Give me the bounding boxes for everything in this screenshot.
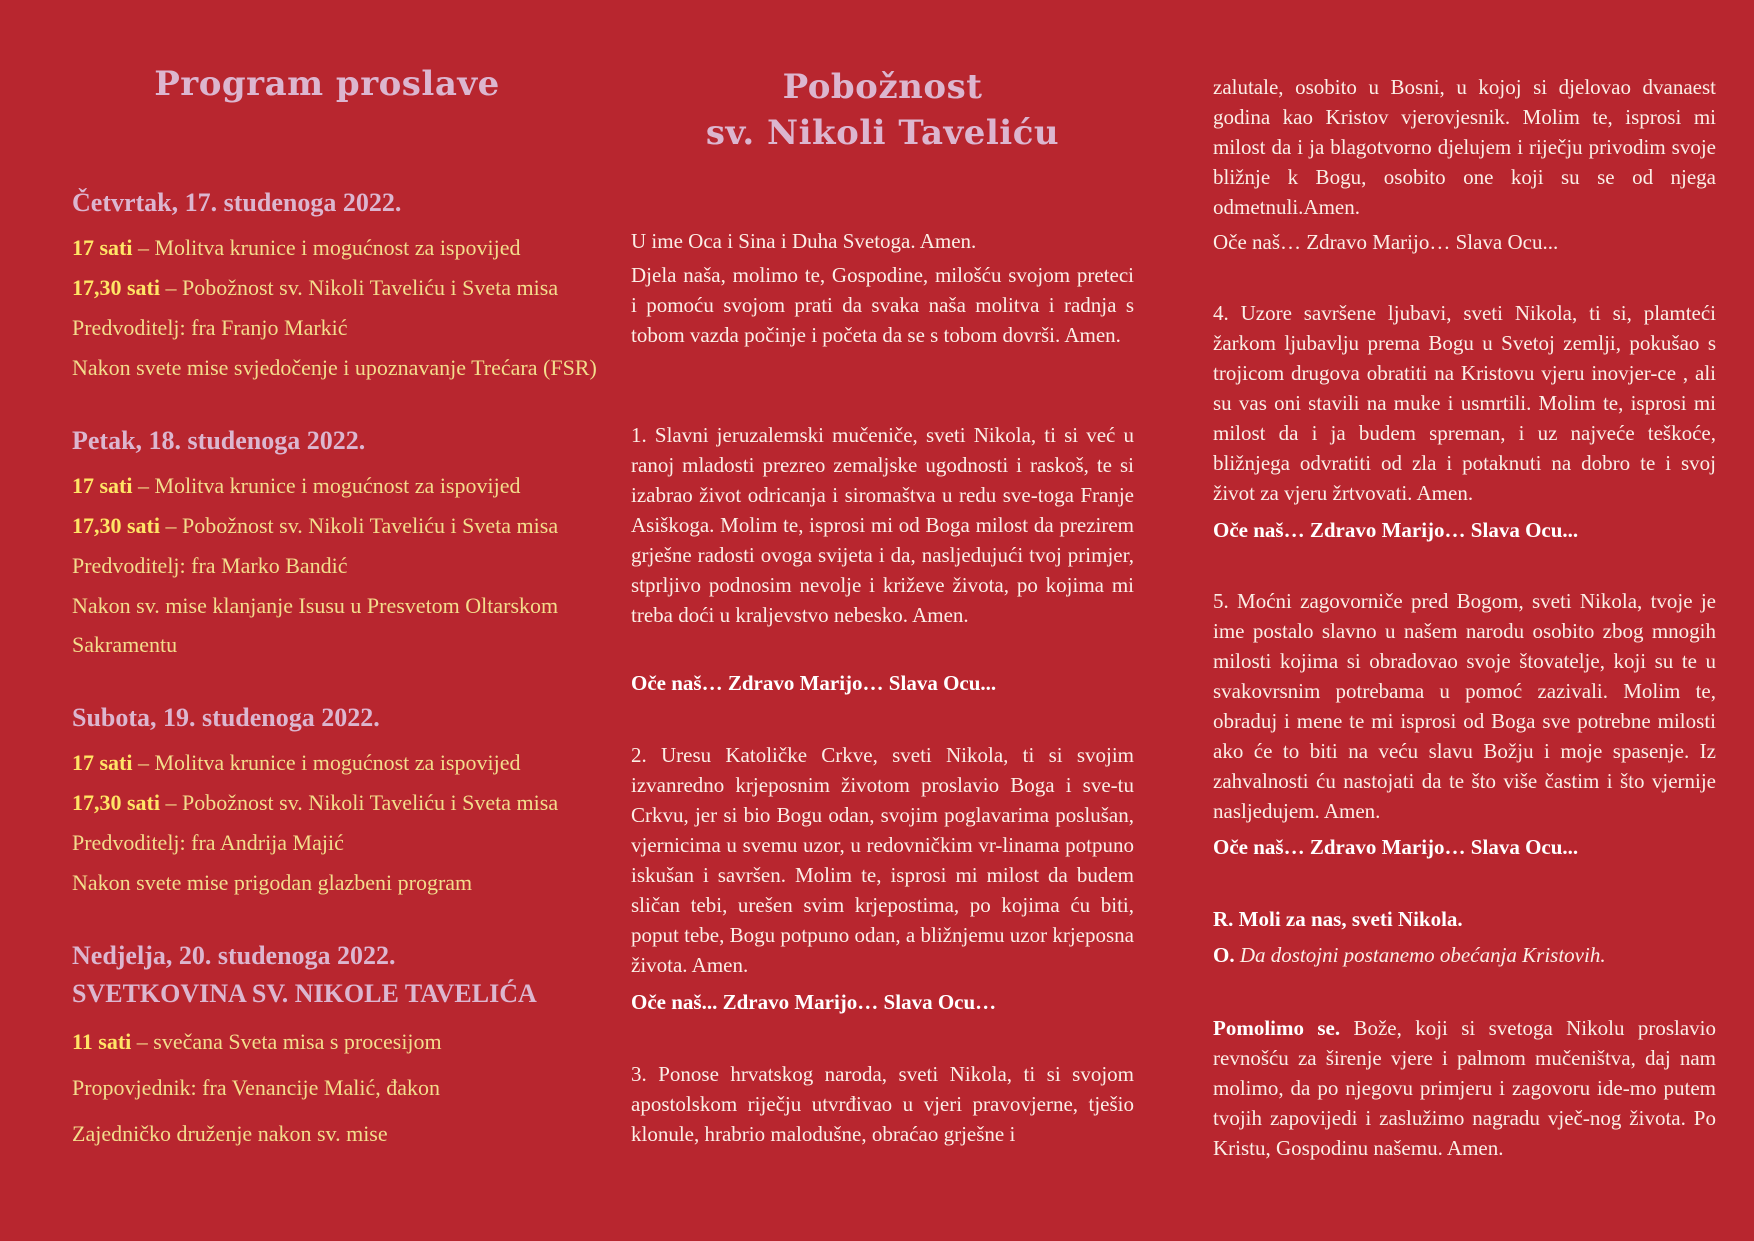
- day-title: Petak, 18. studenoga 2022.: [72, 426, 366, 455]
- schedule-line: 17 sati – Molitva krunice i mogućnost za ispovijed: [72, 473, 521, 498]
- day-thursday: [72, 186, 597, 388]
- day-friday: [72, 424, 592, 664]
- paragraph-2: 2. Uresu Katoličke Crkve, sveti Nikola, ti si svojim izvanredno krjeposnim životom proslavio Boga i sve-tu Crkvu, jer si bio Bogu odan, svojim poglavarima poslušan, vjernicima u svemu uzor, u redovničkim vr-linama potpuno iskušan i savršen. Molim te, isprosi mi milost da budem sličan tebi, urešen svim krjepostima, po kojima ću biti, poput tebe, Bogu potpuno odan, a bližnjemu uzor krjeposna života. Amen.: [631, 743, 1134, 977]
- prayer-refrain: Oče naš... Zdravo Marijo… Slava Ocu…: [631, 990, 997, 1014]
- devotion-title: Pobožnost sv. Nikoli Taveliću: [705, 67, 1060, 153]
- schedule-line: 17 sati – Molitva krunice i mogućnost za ispovijed: [72, 750, 521, 775]
- schedule-line: Predvoditelj: fra Franjo Markić: [72, 315, 348, 340]
- paragraph-5: 5. Moćni zagovorniče pred Bogom, sveti Nikola, tvoje je ime postalo slavno u našem narodu osobito zbog mnogih milosti kojima si obradovao svoje štovatelje, koji su te u svakovrsnim potrebama u pomoć zazivali. Molim te, obraduj i mene te mi isprosi od Boga sve potrebne milosti ako će to biti na veću slavu Božju i moje spasenje. Iz zahvalnosti ću nastojati da te što više častim i što vjernije nasljedujem. Amen.: [1213, 589, 1716, 823]
- prayer-refrain: Oče naš… Zdravo Marijo… Slava Ocu...: [1213, 835, 1579, 859]
- day-subtitle: SVETKOVINA SV. NIKOLE TAVELIĆA: [72, 979, 537, 1008]
- day-sunday: [72, 939, 592, 1157]
- prayer-refrain: Oče naš… Zdravo Marijo… Slava Ocu...: [1213, 230, 1559, 254]
- intro-prayer: Djela naša, molimo te, Gospodine, milošću svojom preteci i pomoću svojom prati da svaka naša molitva i radnja s tobom vazda počinje i početa da se s tobom dovrši. Amen.: [631, 263, 1134, 347]
- schedule-line: 17,30 sati – Pobožnost sv. Nikoli Taveliću i Sveta misa: [72, 275, 559, 300]
- day-title: Nedjelja, 20. studenoga 2022.: [72, 941, 396, 970]
- day-saturday: [72, 701, 592, 903]
- intro-sign-of-cross: U ime Oca i Sina i Duha Svetoga. Amen.: [631, 229, 977, 253]
- schedule-line: 17,30 sati – Pobožnost sv. Nikoli Taveliću i Sveta misa: [72, 790, 559, 815]
- schedule-line: Zajedničko druženje nakon sv. mise: [72, 1121, 388, 1146]
- schedule-line: Nakon svete mise svjedočenje i upoznavanje Trećara (FSR): [72, 355, 597, 380]
- program-title: Program proslave: [154, 64, 500, 104]
- paragraph-3-continued: zalutale, osobito u Bosni, u kojoj si djelovao dvanaest godina kao Kristov vjerovjesnik. Molim te, isprosi mi milost da i ja blagotvorno djelujem i riječju privodim svoje bližnje k Bogu, osobito one koji su se od njega odmetnuli.Amen.: [1213, 75, 1716, 219]
- schedule-line: Nakon sv. mise klanjanje Isusu u Presvetom Oltarskom Sakramentu: [72, 593, 559, 657]
- paragraph-4: 4. Uzore savršene ljubavi, sveti Nikola, ti si, plamteći žarkom ljubavlju prema Bogu u Svetoj zemlji, pokušao s trojicom drugova obratiti na Kristovu vjeru inovjer-ce , ali su vas oni stavili na muke i usmrtili. Molim te, isprosi mi milost da i ja budem spreman, i uz najveće teškoće, bližnjega odvratiti od zla i potaknuti na dobro te i svoj život za vjeru žrtvovati. Amen.: [1213, 301, 1716, 505]
- paragraph-3: 3. Ponose hrvatskog naroda, sveti Nikola, ti si svojom apostolskom riječju utvrđivao u vjeri pravovjerne, tješio klonule, hrabrio malodušne, obraćao grješne i: [631, 1062, 1134, 1146]
- schedule-line: 11 sati – svečana Sveta misa s procesijom: [72, 1029, 442, 1054]
- prayer-refrain: Oče naš… Zdravo Marijo… Slava Ocu...: [1213, 518, 1579, 542]
- paragraph-1: 1. Slavni jeruzalemski mučeniče, sveti Nikola, ti si već u ranoj mladosti prezreo zemaljske ugodnosti i raskoš, te si izabrao život odricanja i siromaštva u redu sve-toga Franje Asiškoga. Molim te, isprosi mi od Boga milost da prezirem grješne radosti ovoga svijeta i da, nasljedujući tvoj primjer, stprljivo podnosim nevolje i križeve života, po kojima mi treba doći u kraljevstvo nebesko. Amen.: [631, 423, 1134, 627]
- schedule-line: 17 sati – Molitva krunice i mogućnost za ispovijed: [72, 235, 521, 260]
- closing-prayer: Pomolimo se. Bože, koji si svetoga Nikolu proslavio revnošću za širenje vjere i palmom mučeništva, daj nam molimo, da po njegovu primjeru i zagovoru ide-mo putem tvojih zapovijedi i zaslužimo nagradu vječ-nog života. Po Kristu, Gospodinu našemu. Amen.: [1213, 1016, 1716, 1160]
- day-title: Subota, 19. studenoga 2022.: [72, 703, 380, 732]
- schedule-line: Nakon svete mise prigodan glazbeni program: [72, 870, 473, 895]
- schedule-line: Predvoditelj: fra Andrija Majić: [72, 830, 344, 855]
- schedule-line: 17,30 sati – Pobožnost sv. Nikoli Taveliću i Sveta misa: [72, 513, 559, 538]
- day-title: Četvrtak, 17. studenoga 2022.: [72, 188, 402, 217]
- prayer-refrain: Oče naš… Zdravo Marijo… Slava Ocu...: [631, 671, 997, 695]
- response-line: R. Moli za nas, sveti Nikola.: [1213, 907, 1463, 931]
- schedule-line: Predvoditelj: fra Marko Bandić: [72, 553, 348, 578]
- response-answer: O. Da dostojni postanemo obećanja Kristovih.: [1213, 943, 1606, 967]
- schedule-line: Propovjednik: fra Venancije Malić, đakon: [72, 1075, 440, 1100]
